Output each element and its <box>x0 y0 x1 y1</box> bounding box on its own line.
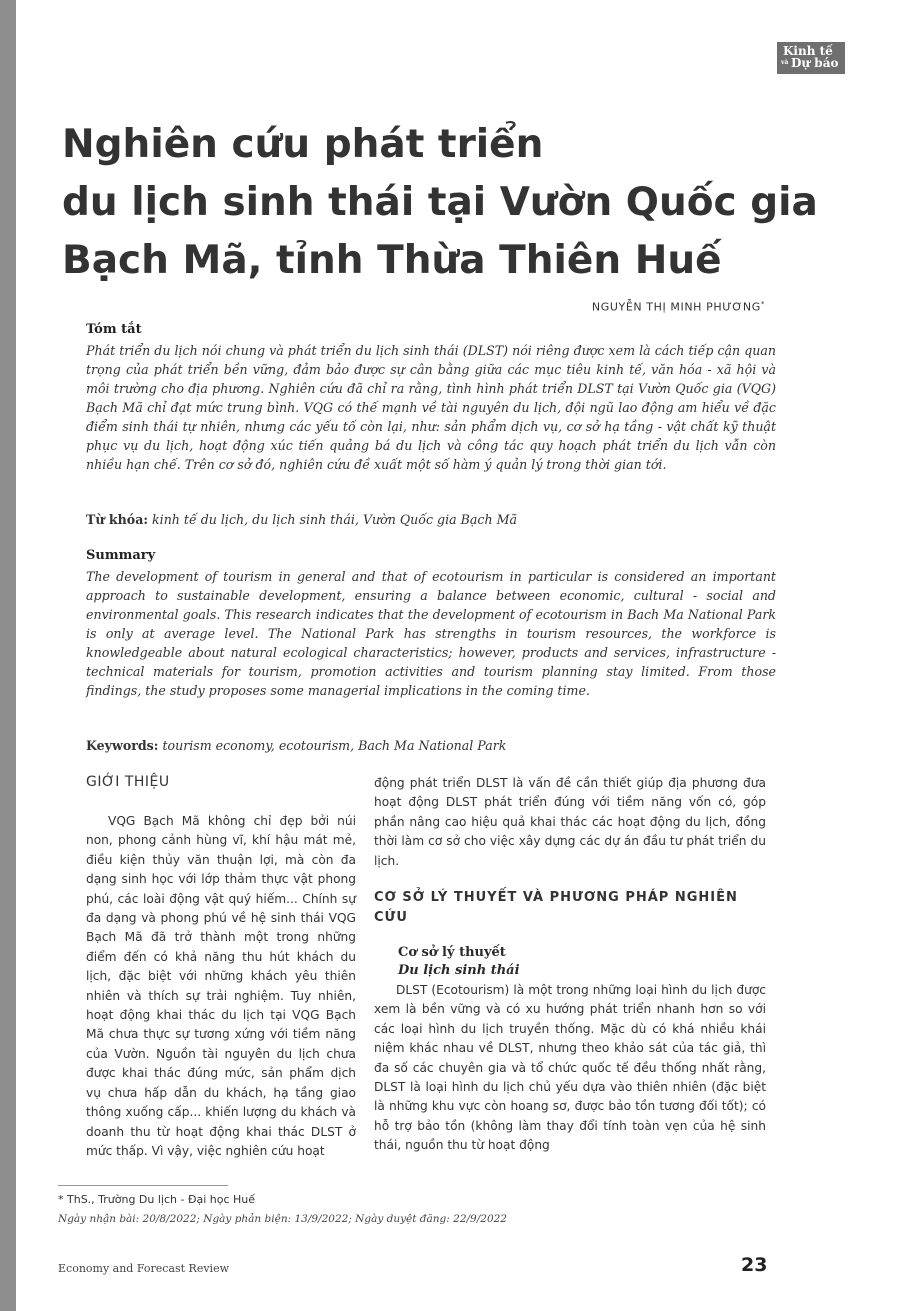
keywords-vi-text: kinh tế du lịch, du lịch sinh thái, Vườn Quốc gia Bạch Mã <box>152 512 517 527</box>
author-line <box>592 300 765 314</box>
keywords-vi-label: Từ khóa: <box>86 512 149 527</box>
intro-heading: GIỚI THIỆU <box>86 774 170 790</box>
journal-name: Economy and Forecast Review <box>58 1262 229 1275</box>
abstract-en-heading: Summary <box>86 548 156 563</box>
author-footnote: * ThS., Trường Du lịch - Đại học Huế <box>58 1193 256 1206</box>
page-number: 23 <box>741 1254 768 1276</box>
theory-subheading: Cơ sở lý thuyết <box>398 945 506 960</box>
abstract-vi-heading: Tóm tắt <box>86 322 142 337</box>
title-line-1: Nghiên cứu phát triển <box>62 122 544 167</box>
logo-line-2: và <box>781 59 789 66</box>
keywords-en <box>86 738 506 753</box>
article-title <box>62 116 842 290</box>
left-margin-bar <box>0 0 16 1311</box>
logo-line-1: Kinh tế <box>783 44 833 58</box>
theory-heading: CƠ SỞ LÝ THUYẾT VÀ PHƯƠNG PHÁP NGHIÊN CỨU <box>374 890 738 925</box>
author-footnote-mark: * <box>760 300 765 308</box>
keywords-en-label: Keywords: <box>86 738 159 753</box>
footnote-divider <box>58 1185 228 1186</box>
submission-dates: Ngày nhận bài: 20/8/2022; Ngày phản biện: 13/9/2022; Ngày duyệt đăng: 22/9/2022 <box>58 1213 507 1225</box>
abstract-en-text: The development of tourism in general and that of ecotourism in particular is considered an important approach to sustainable development, ensuring a balance between economic, cultural - social and environmental goals. This research indicates that the development of ecotourism in Bach Ma National Park is only at average level. The National Park has strengths in tourism resources, the workforce is knowledgeable about natural ecological characteristics; however, products and services, infrastructure - technical materials for tourism, promotion activities and tourism planning stay limited. From those findings, the study proposes some managerial implications in the coming time. <box>86 569 776 698</box>
abstract-vi-text: Phát triển du lịch nói chung và phát triển du lịch sinh thái (DLST) nói riêng được xem là cách tiếp cận quan trọng của phát triển bền vững, đảm bảo được sự cân bằng giữa các mục tiêu kinh tế, văn hóa - xã hội và môi trường cho địa phương. Nghiên cứu đã chỉ ra rằng, tình hình phát triển DLST tại Vườn Quốc gia (VQG) Bạch Mã chỉ đạt mức trung bình. VQG có thế mạnh về tài nguyên du lịch, đội ngũ lao động am hiểu về đặc điểm sinh thái tự nhiên, nhưng các yếu tố còn lại, như: sản phẩm dịch vụ, cơ sở hạ tầng - vật chất kỹ thuật phục vụ du lịch, hoạt động xúc tiến quảng bá du lịch và công tác quy hoạch phát triển du lịch vẫn còn nhiều hạn chế. Trên cơ sở đó, nghiên cứu đề xuất một số hàm ý quản lý trong thời gian tới. <box>86 343 776 472</box>
intro-right-column: động phát triển DLST là vấn đề cần thiết giúp địa phương đưa hoạt động DLST phát triển đúng với tiềm năng vốn có, góp phần nâng cao hiệu quả khai thác các hoạt động du lịch, đồng thời làm cơ sở cho việc xây dựng các dự án đầu tư phát triển du lịch. <box>374 776 766 868</box>
title-line-2: du lịch sinh thái tại Vườn Quốc gia <box>62 180 818 225</box>
logo-line-3: Dự báo <box>791 56 839 70</box>
title-line-3: Bạch Mã, tỉnh Thừa Thiên Huế <box>62 238 722 283</box>
keywords-vi <box>86 512 517 527</box>
intro-left-column: VQG Bạch Mã không chỉ đẹp bởi núi non, phong cảnh hùng vĩ, khí hậu mát mẻ, điều kiện thủy văn thuận lợi, mà còn đa dạng sinh học với lớp thảm thực vật phong phú, các loài động vật quý hiếm... Chính sự đa dạng và phong phú về hệ sinh thái VQG Bạch Mã đã trở thành một trong những điểm đến có khả năng thu hút khách du lịch, đặc biệt với những khách yêu thiên nhiên và thích sự trải nghiệm. Tuy nhiên, hoạt động khai thác du lịch tại VQG Bạch Mã chưa thực sự tương xứng với tiềm năng của Vườn. Nguồn tài nguyên du lịch chưa được khai thác đúng mức, sản phẩm dịch vụ chưa hấp dẫn du khách, hạ tầng giao thông xuống cấp... khiến lượng du khách và doanh thu từ hoạt động khai thác DLST ở mức thấp. Vì vậy, việc nghiên cứu hoạt <box>86 814 356 1158</box>
theory-subsubheading: Du lịch sinh thái <box>398 963 520 978</box>
author-name: NGUYỄN THỊ MINH PHƯƠNG <box>591 300 761 314</box>
theory-text: DLST (Ecotourism) là một trong những loại hình du lịch được xem là bền vững và có xu hướng phát triển nhanh hơn so với các loại hình du lịch truyền thống. Mặc dù có khá nhiều khái niệm khác nhau về DLST, nhưng theo khảo sát của tác giả, thì đa số các chuyên gia và tổ chức quốc tế đều thống nhất rằng, DLST là loại hình du lịch chủ yếu dựa vào thiên nhiên (đặc biệt là những khu vực còn hoang sơ, được bảo tồn tương đối tốt); có hỗ trợ bảo tồn (không làm thay đổi tính toàn vẹn của hệ sinh thái, nguồn thu từ hoạt động <box>374 983 766 1153</box>
keywords-en-text: tourism economy, ecotourism, Bach Ma National Park <box>162 738 507 753</box>
journal-logo <box>777 42 845 74</box>
